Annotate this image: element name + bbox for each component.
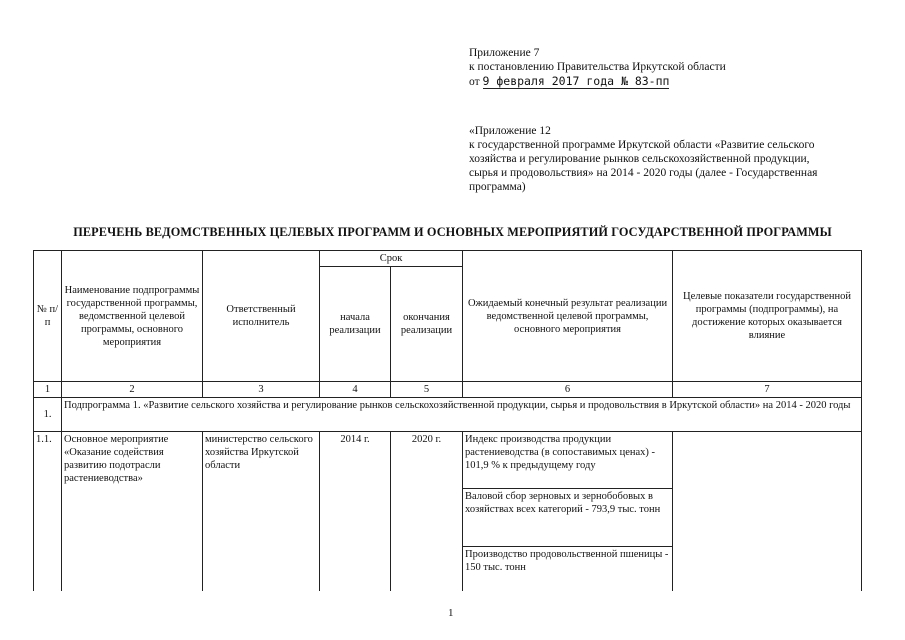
column-number-row [34, 382, 862, 398]
page-title: ПЕРЕЧЕНЬ ВЕДОМСТВЕННЫХ ЦЕЛЕВЫХ ПРОГРАММ И ОСНОВНЫХ МЕРОПРИЯТИЙ ГОСУДАРСТВЕННОЙ ПРОГРАММЫ [73, 225, 832, 239]
column-number: 2 [62, 382, 203, 398]
column-number: 7 [673, 382, 862, 398]
column-number: 1 [34, 382, 62, 398]
annex-line: к государственной программе Иркутской области «Развитие сельского [469, 139, 815, 151]
appendix-date-prefix: от [469, 76, 480, 88]
annex-block [469, 124, 869, 194]
programs-table [33, 250, 862, 602]
annex-line: сырья и продовольствия» на 2014 - 2020 годы (далее - Государственная [469, 167, 818, 179]
header-num: № п/п [34, 251, 62, 382]
column-number: 5 [391, 382, 463, 398]
measure-end: 2020 г. [391, 432, 463, 602]
appendix-line-1: Приложение 7 [469, 47, 540, 59]
annex-line: хозяйства и регулирование рынков сельскохозяйственной продукции, [469, 153, 810, 165]
table-row [34, 398, 862, 432]
result-item: Производство продовольственной пшеницы - 150 тыс. тонн [463, 546, 672, 589]
measure-name: Основное мероприятие «Оказание содействия развитию подотрасли растениеводства» [62, 432, 203, 602]
header-executor: Ответственный исполнитель [203, 251, 320, 382]
appendix-date-handwritten: 9 февраля 2017 года № 83-пп [482, 74, 670, 88]
table-row [34, 432, 862, 602]
column-number: 4 [320, 382, 391, 398]
measure-indicators [673, 432, 862, 602]
column-number: 3 [203, 382, 320, 398]
appendix-line-2: к постановлению Правительства Иркутской области [469, 61, 726, 73]
subprogram-title: Подпрограмма 1. «Развитие сельского хозяйства и регулирование рынков сельскохозяйственной продукции, сырья и продовольствия в Иркутской области» на 2014 - 2020 годы [62, 398, 862, 432]
appendix-line-3 [469, 74, 726, 89]
row-num: 1.1. [34, 432, 62, 602]
appendix-block [469, 46, 726, 89]
measure-results [463, 432, 673, 602]
column-number: 6 [463, 382, 673, 398]
result-item: Индекс производства продукции растениеводства (в сопоставимых ценах) - 101,9 % к предыдущему году [465, 434, 655, 471]
result-item: Валовой сбор зерновых и зернобобовых в хозяйствах всех категорий - 793,9 тыс. тонн [463, 488, 672, 546]
annex-line: «Приложение 12 [469, 125, 551, 137]
header-end: окончания реализации [391, 267, 463, 382]
measure-executor: министерство сельского хозяйства Иркутской области [203, 432, 320, 602]
annex-line: программа) [469, 181, 526, 193]
row-num: 1. [34, 398, 62, 432]
measure-start: 2014 г. [320, 432, 391, 602]
header-indicators: Целевые показатели государственной программы (подпрограммы), на достижение которых оказывается влияние [673, 251, 862, 382]
header-start: начала реализации [320, 267, 391, 382]
header-name: Наименование подпрограммы государственной программы, ведомственной целевой программы, основного мероприятия [62, 251, 203, 382]
page-number: 1 [448, 607, 454, 619]
header-term: Срок [320, 251, 463, 267]
header-result: Ожидаемый конечный результат реализации ведомственной целевой программы, основного мероприятия [463, 251, 673, 382]
